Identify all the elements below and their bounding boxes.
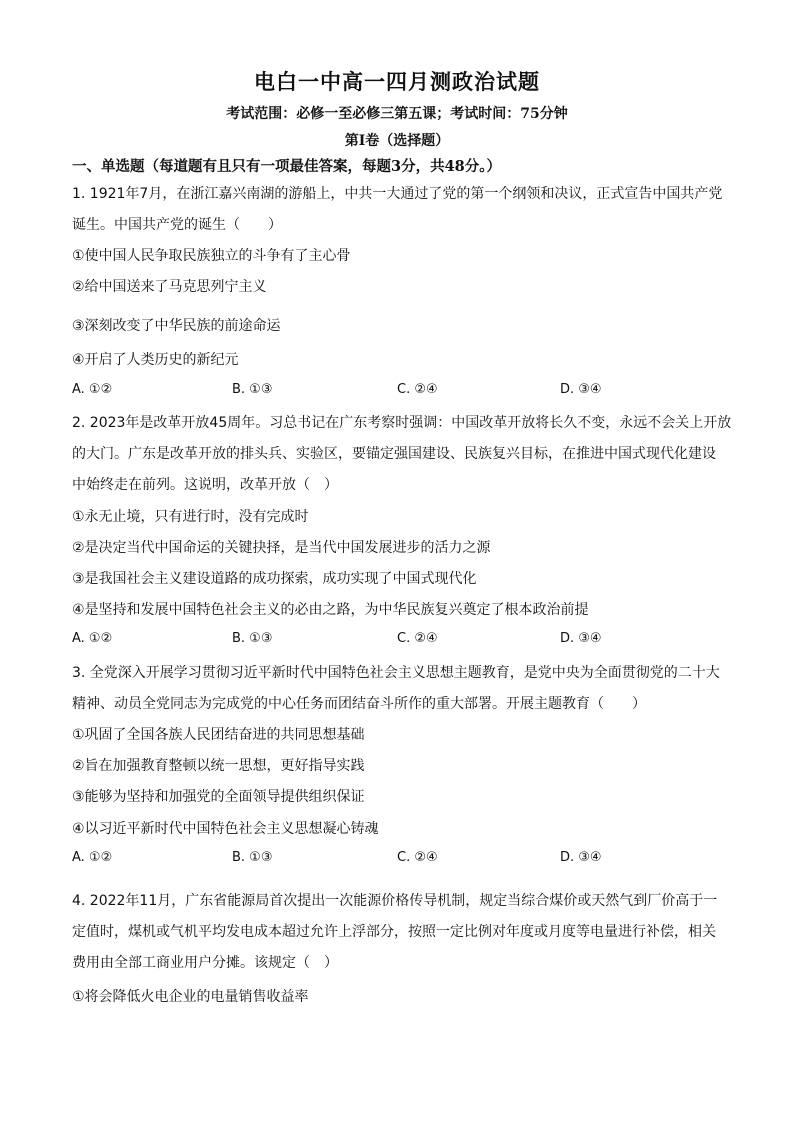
question-2-options	[72, 631, 732, 651]
question-2-stem-line-3: 中始终走在前列。这说明，改革开放（ ）	[72, 477, 338, 493]
question-3-item-4: ④以习近平新时代中国特色社会主义思想凝心铸魂	[72, 821, 379, 837]
question-4-stem-line-3: 费用由全部工商业用户分摊。该规定（ ）	[72, 955, 338, 971]
option-d: D. ③④	[560, 382, 602, 397]
option-a: A. ①②	[72, 850, 113, 865]
question-4-stem-line-2: 定值时，煤机或气机平均发电成本超过允许上浮部分，按照一定比例对年度或月度等电量进行补偿，相关	[72, 924, 716, 940]
question-3-stem-line-2: 精神、动员全党同志为完成党的中心任务而团结奋斗所作的重大部署。开展主题教育（ ）	[72, 696, 646, 712]
option-a: A. ①②	[72, 631, 113, 646]
question-3-stem-line-1: 3. 全党深入开展学习贯彻习近平新时代中国特色社会主义思想主题教育，是党中央为全面贯彻党的二十大	[72, 665, 720, 681]
option-b: B. ①③	[232, 850, 273, 865]
question-4-stem-line-1: 4. 2022年11月，广东省能源局首次提出一次能源价格传导机制，规定当综合煤价或天然气到厂价高于一	[72, 893, 718, 909]
question-3-item-3: ③能够为坚持和加强党的全面领导提供组织保证	[72, 789, 365, 805]
question-4-item-1: ①将会降低火电企业的电量销售收益率	[72, 989, 309, 1005]
option-c: C. ②④	[397, 382, 438, 397]
option-c: C. ②④	[397, 850, 438, 865]
exam-scope: 考试范围：必修一至必修三第五课；考试时间：75分钟	[226, 106, 568, 122]
page-title: 电白一中高一四月测政治试题	[254, 69, 540, 94]
question-2-item-4: ④是坚持和发展中国特色社会主义的必由之路，为中华民族复兴奠定了根本政治前提	[72, 602, 589, 618]
question-3-item-2: ②旨在加强教育整顿以统一思想，更好指导实践	[72, 758, 365, 774]
question-1-stem-line-2: 诞生。中国共产党的诞生（ ）	[72, 217, 282, 233]
question-3-options	[72, 850, 732, 870]
question-1-item-1: ①使中国人民争取民族独立的斗争有了主心骨	[72, 248, 351, 264]
question-2-item-2: ②是决定当代中国命运的关键抉择，是当代中国发展进步的活力之源	[72, 540, 491, 556]
question-2-item-3: ③是我国社会主义建设道路的成功探索，成功实现了中国式现代化	[72, 571, 477, 587]
option-b: B. ①③	[232, 382, 273, 397]
option-d: D. ③④	[560, 850, 602, 865]
question-1-item-4: ④开启了人类历史的新纪元	[72, 352, 239, 368]
option-a: A. ①②	[72, 382, 113, 397]
question-3-item-1: ①巩固了全国各族人民团结奋进的共同思想基础	[72, 727, 365, 743]
section-heading: 一、单选题（每道题有且只有一项最佳答案，每题3分，共48分。）	[72, 158, 502, 175]
question-1-stem-line-1: 1. 1921年7月，在浙江嘉兴南湖的游船上，中共一大通过了党的第一个纲领和决议，正式宣告中国共产党	[72, 186, 723, 202]
option-b: B. ①③	[232, 631, 273, 646]
question-2-item-1: ①永无止境，只有进行时，没有完成时	[72, 509, 309, 525]
question-1-options	[72, 382, 732, 402]
question-2-stem-line-1: 2. 2023年是改革开放45周年。习总书记在广东考察时强调：中国改革开放将长久不变，永远不会关上开放	[72, 415, 732, 431]
question-1-item-3: ③深刻改变了中华民族的前途命运	[72, 318, 281, 334]
question-1-item-2: ②给中国送来了马克思列宁主义	[72, 279, 267, 295]
part-heading: 第Ⅰ卷（选择题）	[344, 133, 450, 149]
option-c: C. ②④	[397, 631, 438, 646]
option-d: D. ③④	[560, 631, 602, 646]
question-2-stem-line-2: 的大门。广东是改革开放的排头兵、实验区，要锚定强国建设、民族复兴目标，在推进中国式现代化建设	[72, 446, 716, 462]
